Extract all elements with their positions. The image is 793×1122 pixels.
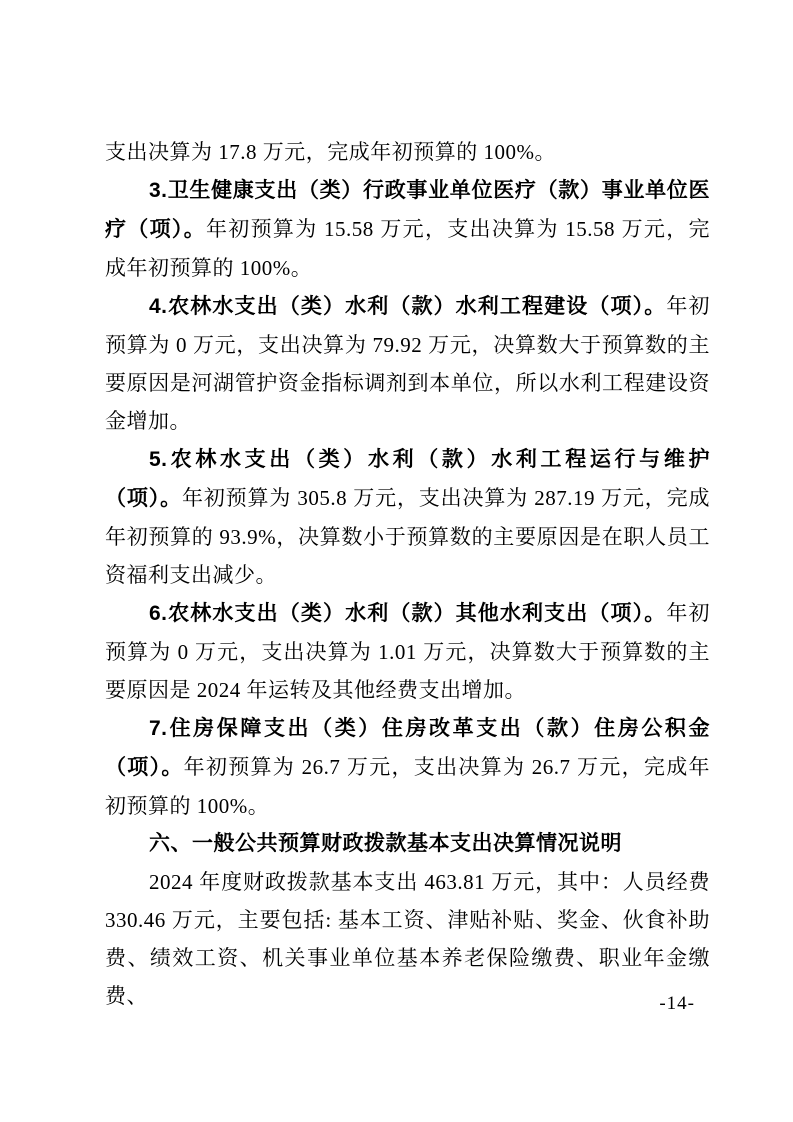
- paragraph-text: 年初预算为 0 万元，支出决算为 1.01 万元，决算数大于预算数的主要原因是 2024 年运转及其他经费支出增加。: [105, 601, 711, 702]
- paragraph-item-4: [105, 287, 710, 440]
- paragraph-lead: 5.农林水支出（类）水利（款）水利工程运行与维护（项）。: [105, 448, 710, 510]
- paragraph-item-7: [105, 709, 710, 825]
- paragraph-continuation: [105, 133, 710, 171]
- paragraph-text: 年初预算为 15.58 万元，支出决算为 15.58 万元，完成年初预算的 100%。: [105, 217, 710, 280]
- paragraph-lead: 7.住房保障支出（类）住房改革支出（款）住房公积金（项）。: [105, 717, 710, 779]
- section-heading: [105, 825, 710, 863]
- document-content: [105, 133, 710, 1015]
- paragraph-text: 年初预算为 0 万元，支出决算为 79.92 万元，决算数大于预算数的主要原因是河湖管护资金指标调剂到本单位，所以水利工程建设资金增加。: [105, 294, 711, 433]
- page-number: -14-: [659, 993, 695, 1014]
- paragraph-item-6: [105, 594, 710, 709]
- paragraph-item-5: [105, 440, 710, 594]
- paragraph-basic-expenditure: [105, 863, 710, 1015]
- paragraph-item-3: [105, 171, 710, 287]
- paragraph-text: 年初预算为 26.7 万元，支出决算为 26.7 万元，完成年初预算的 100%。: [105, 755, 711, 818]
- paragraph-text: 支出决算为 17.8 万元，完成年初预算的 100%。: [105, 140, 556, 164]
- paragraph-text: 2024 年度财政拨款基本支出 463.81 万元，其中：人员经费 330.46 万元，主要包括: 基本工资、津贴补贴、奖金、伙食补助费、绩效工资、机关事业单位基本养老保险缴费、职业年金缴费、: [105, 870, 710, 1008]
- paragraph-text: 年初预算为 305.8 万元，支出决算为 287.19 万元，完成年初预算的 93.9%，决算数小于预算数的主要原因是在职人员工资福利支出减少。: [105, 486, 711, 587]
- paragraph-lead: 4.农林水支出（类）水利（款）水利工程建设（项）。: [149, 295, 667, 318]
- paragraph-lead: 6.农林水支出（类）水利（款）其他水利支出（项）。: [149, 602, 667, 625]
- section-heading-text: 六、一般公共预算财政拨款基本支出决算情况说明: [149, 832, 622, 855]
- paragraph-lead: 3.卫生健康支出（类）行政事业单位医疗（款）事业单位医疗（项）。: [105, 179, 710, 241]
